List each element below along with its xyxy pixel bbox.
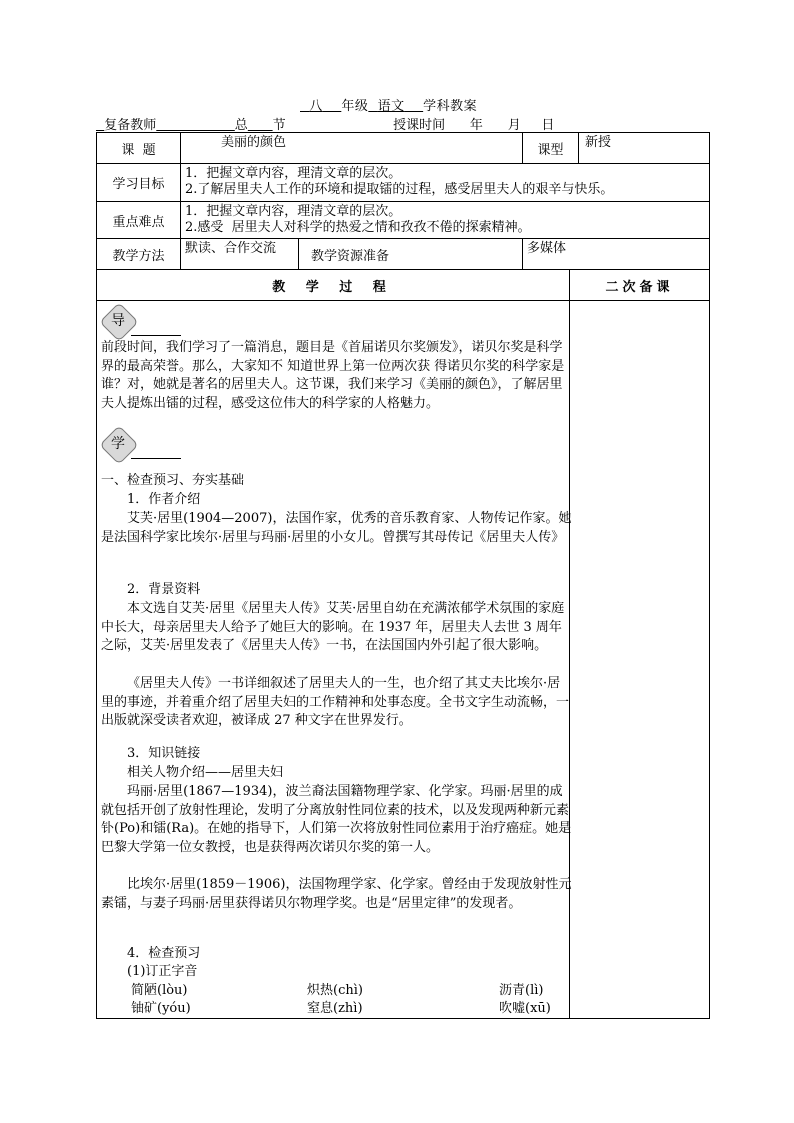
topic-value: 美丽的颜色: [181, 133, 523, 164]
process-content: [97, 301, 570, 1019]
method-row: [97, 239, 710, 270]
keypoint-item: 1．把握文章内容，理清文章的层次。: [185, 204, 402, 219]
background-title: 2．背景资料: [127, 582, 201, 597]
subject-name: 语文: [377, 99, 405, 114]
pron-item: 吹嘘(xū): [499, 1001, 551, 1016]
dao-underline: [131, 335, 181, 336]
doc-type-label: 学科教案: [423, 99, 478, 114]
type-label: 课型: [523, 133, 579, 164]
time-label: 授课时间: [393, 118, 446, 133]
pronunciation-subtitle: (1)订正字音: [127, 964, 198, 979]
lesson-plan-table: [96, 132, 710, 1019]
resource-value: 多媒体: [523, 239, 710, 270]
teacher-blank: [156, 118, 235, 133]
second-prep-header: 二次备课: [570, 270, 710, 301]
xue-underline: [131, 458, 181, 459]
goal-item: 2.了解居里夫人工作的环境和提取镭的过程，感受居里夫人的艰辛与快乐。: [185, 182, 614, 197]
year-label: 年: [469, 118, 483, 133]
keypoint-item: 2.感受 居里夫人对科学的热爱之情和孜孜不倦的探索精神。: [185, 220, 531, 235]
month-label: 月: [507, 118, 521, 133]
xue-badge-label: 学: [111, 436, 125, 452]
pron-item: 铀矿(yóu): [131, 1001, 191, 1016]
grade-label: 年级: [341, 99, 369, 114]
process-body-row: [97, 301, 710, 1019]
doc-title-line: [300, 95, 477, 114]
goals-label: 学习目标: [97, 164, 181, 202]
teacher-label: 复备教师: [104, 118, 157, 133]
keypoints-label: 重点难点: [97, 202, 181, 239]
intro-paragraph: 前段时间，我们学习了一篇消息，题目是《首届诺贝尔奖颁发》，诺贝尔奖是科学界的最高荣誉。那么，大家知不 知道世界上第一位两次获 得诺贝尔奖的科学家是谁？对，她就是著名的居里夫人。这节课，我们来学习《美丽的颜色》，了解居里夫人提炼出镭的过程，感受这位伟大的科学家的人格魅力。: [101, 340, 565, 411]
topic-label: 课 题: [97, 133, 181, 164]
section-label: 节: [272, 118, 286, 133]
preview-check-title: 4．检查预习: [127, 946, 201, 961]
method-label: 教学方法: [97, 239, 181, 270]
background-text-1: 本文选自艾芙·居里《居里夫人传》艾芙·居里自幼在充满浓郁学术氛围的家庭中长大，母亲居里夫人给予了她巨大的影响。在 1937 年，居里夫人去世 3 周年之际，艾芙·居里发表了《居里夫人传》一书，在法国国内外引起了很大影响。: [101, 601, 565, 653]
keypoints-row: [97, 202, 710, 239]
knowledge-link-title: 3．知识链接: [127, 746, 201, 761]
dao-badge-label: 导: [111, 313, 125, 329]
marie-curie-text: 玛丽·居里(1867—1934)，波兰裔法国籍物理学家、化学家。玛丽·居里的成就包括开创了放射性理论，发明了分离放射性同位素的技术，以及发现两种新元素钋(Po)和镭(Ra)。在她的指导下，人们第一次将放射性同位素用于治疗癌症。她是巴黎大学第一位女教授，也是获得两次诺贝尔奖的第一人。: [101, 784, 572, 855]
section-1-heading: 一、检查预习、夯实基础: [101, 473, 245, 488]
type-value: 新授: [579, 133, 710, 164]
pron-item: 窒息(zhì): [307, 1001, 363, 1016]
author-intro-text: 艾芙·居里(1904—2007)，法国作家，优秀的音乐教育家、人物传记作家。她是法国科学家比埃尔·居里与玛丽·居里的小女儿。曾撰写其母传记《居里夫人传》: [101, 511, 572, 545]
topic-row: [97, 133, 710, 164]
pron-item: 沥青(lì): [499, 983, 544, 998]
day-label: 日: [541, 118, 555, 133]
teacher-info-line: [96, 114, 708, 133]
background-text-2: 《居里夫人传》一书详细叙述了居里夫人的一生，也介绍了其丈夫比埃尔·居里的事迹，并着重介绍了居里夫妇的工作精神和处事态度。全书文字生动流畅，一出版就深受读者欢迎，被译成 27 种文字在世界发行。: [101, 676, 570, 728]
total-label: 总: [234, 118, 248, 133]
total-blank: [248, 118, 273, 133]
process-header: 教 学 过 程: [97, 270, 570, 301]
pron-item: 炽热(chì): [307, 983, 363, 998]
knowledge-link-subtitle: 相关人物介绍——居里夫妇: [127, 765, 284, 780]
goals-content: [181, 164, 710, 202]
goal-item: 1．把握文章内容，理清文章的层次。: [185, 166, 402, 181]
pierre-curie-text: 比埃尔·居里(1859－1906)，法国物理学家、化学家。曾经由于发现放射性元素镭，与妻子玛丽·居里获得诺贝尔物理学奖。也是“居里定律”的发现者。: [101, 877, 572, 911]
second-prep-column: [570, 301, 710, 1019]
author-intro-title: 1．作者介绍: [127, 492, 201, 507]
pron-item: 简陋(lòu): [131, 983, 188, 998]
keypoints-content: [181, 202, 710, 239]
process-header-row: [97, 270, 710, 301]
resource-label: 教学资源准备: [299, 239, 523, 270]
method-value: 默读、合作交流: [181, 239, 299, 270]
grade-number: 八: [309, 99, 323, 114]
goals-row: [97, 164, 710, 202]
